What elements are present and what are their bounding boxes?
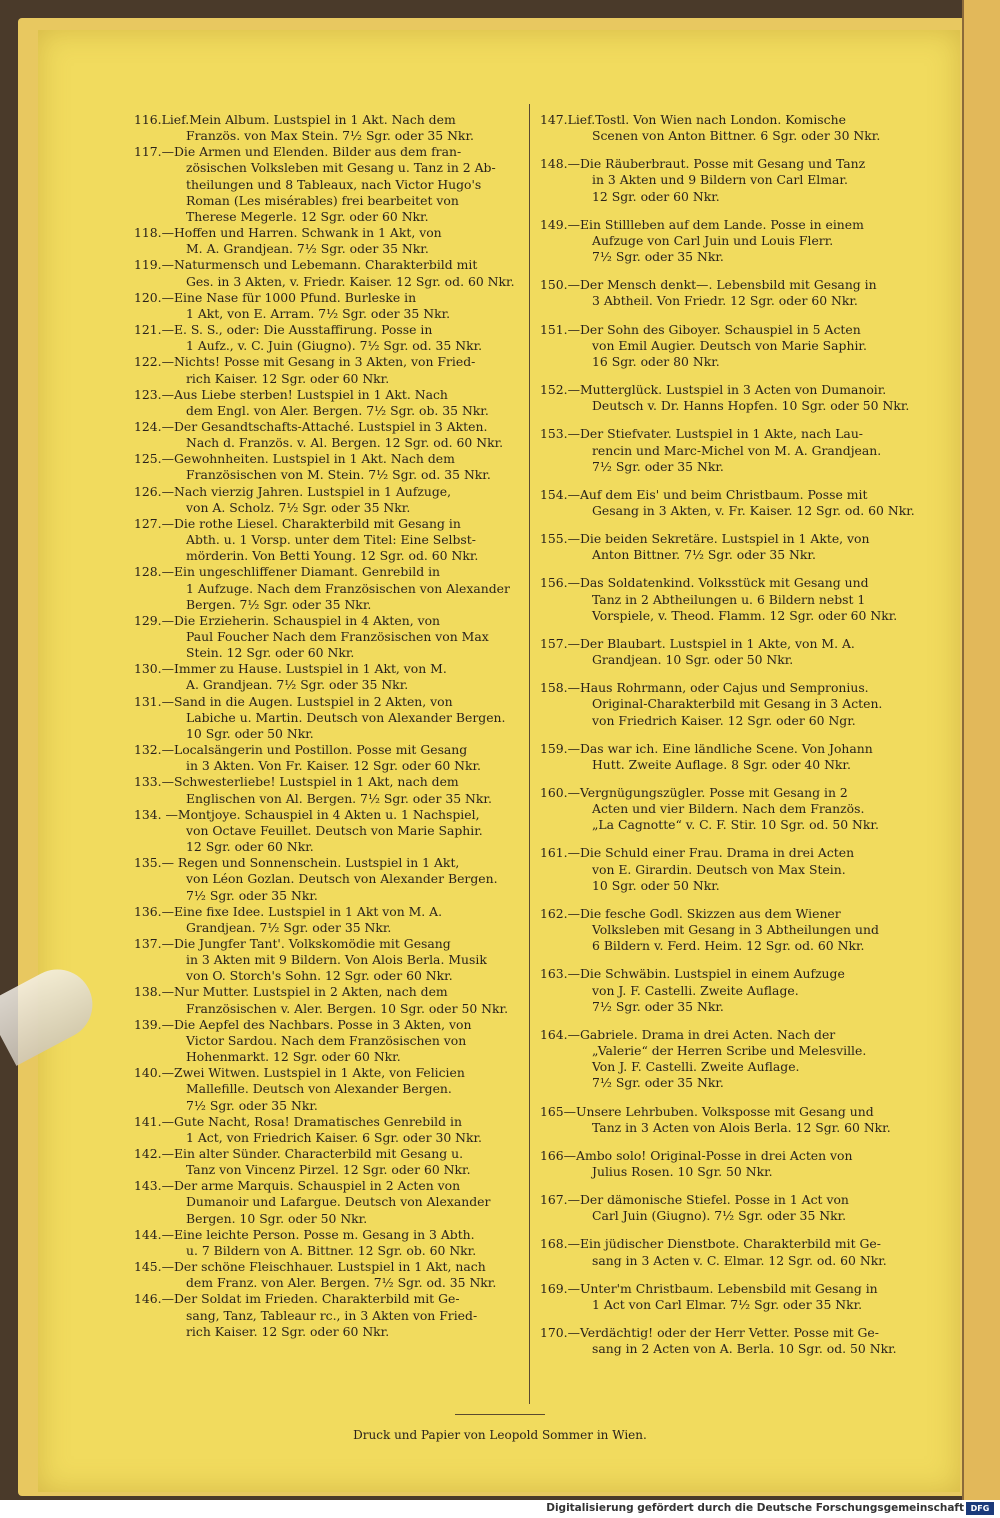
entry-line: Gesang in 3 Akten, v. Fr. Kaiser. 12 Sgr. od. 60 Nkr. [592,502,915,518]
entry-line: Grandjean. 7½ Sgr. oder 35 Nkr. [186,919,392,935]
entry-line: dem Franz. von Aler. Bergen. 7½ Sgr. od. 35 Nkr. [186,1275,497,1291]
entry-line: 1 Aufzuge. Nach dem Französischen von Alexander [186,580,510,596]
entry-line: 7½ Sgr. oder 35 Nkr. [592,998,724,1014]
catalog-entry [540,156,932,204]
catalog-entry [540,382,932,414]
entry-line: 150.—Der Mensch denkt—. Lebensbild mit Gesang in [540,277,877,293]
entry-line: rich Kaiser. 12 Sgr. oder 60 Nkr. [186,370,390,386]
catalog-entry [134,1178,524,1226]
entry-line: theilungen und 8 Tableaux, nach Victor Hugo's [186,176,482,192]
catalog-entry [540,322,932,370]
entry-line: 145.—Der schöne Fleischhauer. Lustspiel in 1 Akt, nach [134,1259,486,1275]
entry-line: Scenen von Anton Bittner. 6 Sgr. oder 30 Nkr. [592,128,881,144]
entry-line: sang in 2 Acten von A. Berla. 10 Sgr. od. 50 Nkr. [592,1341,897,1357]
entry-line: 141.—Gute Nacht, Rosa! Dramatisches Genrebild in [134,1113,462,1129]
entry-line: Victor Sardou. Nach dem Französischen von [186,1032,467,1048]
catalog-entry [134,451,524,483]
entry-line: 155.—Die beiden Sekretäre. Lustspiel in 1 Akte, von [540,531,870,547]
catalog-entry [540,680,932,728]
entry-line: 132.—Localsängerin und Postillon. Posse mit Gesang [134,742,468,758]
entry-line: Grandjean. 10 Sgr. oder 50 Nkr. [592,652,794,668]
entry-line: Englischen von Al. Bergen. 7½ Sgr. oder 35 Nkr. [186,790,492,806]
entry-line: 163.—Die Schwäbin. Lustspiel in einem Aufzuge [540,966,845,982]
entry-line: in 3 Akten. Von Fr. Kaiser. 12 Sgr. oder 60 Nkr. [186,758,481,774]
catalog-entry [134,1017,524,1065]
entry-line: 135.— Regen und Sonnenschein. Lustspiel in 1 Akt, [134,855,460,871]
entry-line: 121.—E. S. S., oder: Die Ausstaffirung. Posse in [134,322,433,338]
entry-line: Ges. in 3 Akten, v. Friedr. Kaiser. 12 Sgr. od. 60 Nkr. [186,273,515,289]
entry-line: sang in 3 Acten v. C. Elmar. 12 Sgr. od. 60 Nkr. [592,1252,887,1268]
entry-line: 7½ Sgr. oder 35 Nkr. [186,887,318,903]
entry-line: 129.—Die Erzieherin. Schauspiel in 4 Akten, von [134,612,441,628]
entry-line: 136.—Eine fixe Idee. Lustspiel in 1 Akt von M. A. [134,903,443,919]
catalog-entry [134,564,524,612]
entry-line: Französischen von M. Stein. 7½ Sgr. od. 35 Nkr. [186,467,491,483]
entry-line: 12 Sgr. oder 60 Nkr. [186,839,314,855]
entry-line: 149.—Ein Stillleben auf dem Lande. Posse in einem [540,216,864,232]
entry-line: 7½ Sgr. oder 35 Nkr. [592,458,724,474]
entry-line: 119.—Naturmensch und Lebemann. Charakterbild mit [134,257,478,273]
entry-line: Nach d. Französ. v. Al. Bergen. 12 Sgr. od. 60 Nkr. [186,435,504,451]
catalog-entry [540,217,932,265]
entry-line: 7½ Sgr. oder 35 Nkr. [592,1075,724,1091]
entry-line: mörderin. Von Betti Young. 12 Sgr. od. 60 Nkr. [186,548,479,564]
catalog-entry [134,807,524,855]
entry-line: 120.—Eine Nase für 1000 Pfund. Burleske in [134,289,417,305]
entry-line: Roman (Les misérables) frei bearbeitet von [186,192,459,208]
entry-line: Stein. 12 Sgr. oder 60 Nkr. [186,645,355,661]
entry-line: 133.—Schwesterliebe! Lustspiel in 1 Akt, nach dem [134,774,459,790]
entry-line: Mallefille. Deutsch von Alexander Bergen. [186,1081,452,1097]
entry-line: von Emil Augier. Deutsch von Marie Saphir. [592,337,867,353]
catalog-entry [540,487,932,519]
entry-line: 143.—Der arme Marquis. Schauspiel in 2 Acten von [134,1178,461,1194]
entry-line: Bergen. 10 Sgr. oder 50 Nkr. [186,1210,368,1226]
entry-line: Anton Bittner. 7½ Sgr. oder 35 Nkr. [592,547,816,563]
entry-line: 134. —Montjoye. Schauspiel in 4 Akten u. 1 Nachspiel, [134,806,480,822]
right-column [540,112,932,1369]
entry-line: 126.—Nach vierzig Jahren. Lustspiel in 1 Aufzuge, [134,483,452,499]
entry-line: Carl Juin (Giugno). 7½ Sgr. oder 35 Nkr. [592,1208,847,1224]
entry-line: Tanz von Vincenz Pirzel. 12 Sgr. oder 60 Nkr. [186,1162,471,1178]
catalog-entry [540,1148,932,1180]
catalog-entry [134,1114,524,1146]
entry-line: sang, Tanz, Tableaur rc., in 3 Akten von Fried- [186,1307,478,1323]
catalog-entry [540,966,932,1014]
entry-line: 6 Bildern v. Ferd. Heim. 12 Sgr. od. 60 Nkr. [592,938,865,954]
entry-line: 7½ Sgr. oder 35 Nkr. [592,249,724,265]
funding-credit: Digitalisierung gefördert durch die Deutsche Forschungsgemeinschaft [546,1502,964,1514]
entry-line: 153.—Der Stiefvater. Lustspiel in 1 Akte, nach Lau- [540,426,863,442]
entry-line: 169.—Unter'm Christbaum. Lebensbild mit Gesang in [540,1280,878,1296]
entry-line: Französ. von Max Stein. 7½ Sgr. oder 35 Nkr. [186,128,474,144]
catalog-entry [134,484,524,516]
entry-line: 168.—Ein jüdischer Dienstbote. Charakterbild mit Ge- [540,1236,881,1252]
catalog-entry [134,322,524,354]
entry-line: von Octave Feuillet. Deutsch von Marie Saphir. [186,822,483,838]
entry-line: 161.—Die Schuld einer Frau. Drama in drei Acten [540,845,855,861]
catalog-entry [134,774,524,806]
catalog-entry [540,906,932,954]
entry-line: von O. Storch's Sohn. 12 Sgr. oder 60 Nkr. [186,968,453,984]
column-divider [529,104,530,1404]
entry-line: Dumanoir und Lafargue. Deutsch von Alexander [186,1194,491,1210]
entry-line: Labiche u. Martin. Deutsch von Alexander Bergen. [186,709,506,725]
catalog-entry [134,290,524,322]
entry-line: Julius Rosen. 10 Sgr. 50 Nkr. [592,1163,773,1179]
entry-line: Hohenmarkt. 12 Sgr. oder 60 Nkr. [186,1049,401,1065]
entry-line: 117.—Die Armen und Elenden. Bilder aus dem fran- [134,144,462,160]
adjacent-page-edge [962,0,1000,1500]
entry-line: Tanz in 3 Acten von Alois Berla. 12 Sgr. 60 Nkr. [592,1119,891,1135]
entry-line: 140.—Zwei Witwen. Lustspiel in 1 Akte, von Felicien [134,1065,465,1081]
catalog-entry [134,855,524,903]
entry-line: 3 Abtheil. Von Friedr. 12 Sgr. oder 60 Nkr. [592,293,858,309]
entry-line: 116.Lief.Mein Album. Lustspiel in 1 Akt. Nach dem [134,112,456,127]
catalog-entry [134,936,524,984]
catalog-entry [540,112,932,144]
entry-line: Bergen. 7½ Sgr. oder 35 Nkr. [186,596,372,612]
catalog-entry [540,1192,932,1224]
catalog-entry [540,426,932,474]
entry-line: 165—Unsere Lehrbuben. Volksposse mit Gesang und [540,1103,874,1119]
catalog-entry [540,1236,932,1268]
entry-line: 10 Sgr. oder 50 Nkr. [186,725,314,741]
entry-line: 152.—Mutterglück. Lustspiel in 3 Acten von Dumanoir. [540,382,887,398]
entry-line: Hutt. Zweite Auflage. 8 Sgr. oder 40 Nkr. [592,756,851,772]
catalog-entry [134,144,524,225]
entry-line: 147.Lief.Tostl. Von Wien nach London. Komische [540,112,846,127]
entry-line: 125.—Gewohnheiten. Lustspiel in 1 Akt. Nach dem [134,451,455,467]
entry-line: 157.—Der Blaubart. Lustspiel in 1 Akte, von M. A. [540,635,855,651]
entry-line: dem Engl. von Aler. Bergen. 7½ Sgr. ob. 35 Nkr. [186,402,489,418]
entry-line: Französischen v. Aler. Bergen. 10 Sgr. oder 50 Nkr. [186,1000,509,1016]
entry-line: von Friedrich Kaiser. 12 Sgr. oder 60 Ngr. [592,712,856,728]
entry-line: rich Kaiser. 12 Sgr. oder 60 Nkr. [186,1323,390,1339]
entry-line: 160.—Vergnügungszügler. Posse mit Gesang in 2 [540,785,848,800]
entry-line: 10 Sgr. oder 50 Nkr. [592,877,720,893]
entry-line: 7½ Sgr. oder 35 Nkr. [186,1097,318,1113]
entry-line: u. 7 Bildern von A. Bittner. 12 Sgr. ob. 60 Nkr. [186,1242,477,1258]
entry-line: 167.—Der dämonische Stiefel. Posse in 1 Act von [540,1192,849,1208]
entry-line: 1 Aufz., v. C. Juin (Giugno). 7½ Sgr. od. 35 Nkr. [186,338,483,354]
catalog-entry [134,984,524,1016]
entry-line: Original-Charakterbild mit Gesang in 3 Acten. [592,696,883,712]
entry-line: 118.—Hoffen und Harren. Schwank in 1 Akt, von [134,225,442,241]
entry-line: 137.—Die Jungfer Tant'. Volkskomödie mit Gesang [134,935,451,951]
entry-line: 131.—Sand in die Augen. Lustspiel in 2 Akten, von [134,693,453,709]
entry-line: 12 Sgr. oder 60 Nkr. [592,188,720,204]
catalog-entry [134,661,524,693]
catalog-entry [540,1281,932,1313]
entry-line: in 3 Akten mit 9 Bildern. Von Alois Berla. Musik [186,952,487,968]
entry-line: 146.—Der Soldat im Frieden. Charakterbild mit Ge- [134,1291,460,1307]
catalog-entry [134,904,524,936]
catalog-entry [134,1065,524,1113]
entry-line: 122.—Nichts! Posse mit Gesang in 3 Akten, von Fried- [134,354,476,370]
entry-line: 159.—Das war ich. Eine ländliche Scene. Von Johann [540,740,873,756]
catalog-entry [540,636,932,668]
catalog-entry [540,575,932,623]
catalog-entry [134,694,524,742]
entry-line: 142.—Ein alter Sünder. Characterbild mit Gesang u. [134,1146,464,1161]
catalog-entry [134,742,524,774]
entry-line: 1 Act von Carl Elmar. 7½ Sgr. oder 35 Nkr. [592,1296,863,1312]
catalog-entry [540,741,932,773]
entry-line: 127.—Die rothe Liesel. Charakterbild mit Gesang in [134,515,461,531]
catalog-entry [134,1146,524,1178]
catalog-entry [134,1227,524,1259]
catalog-entry [134,1291,524,1339]
entry-line: „Valerie“ der Herren Scribe und Melesville. [592,1043,867,1059]
entry-line: 130.—Immer zu Hause. Lustspiel in 1 Akt, von M. [134,661,447,677]
catalog-entry [134,613,524,661]
entry-line: 166—Ambo solo! Original-Posse in drei Acten von [540,1147,853,1163]
entry-line: Abth. u. 1 Vorsp. unter dem Titel: Eine Selbst- [186,532,476,548]
entry-line: 156.—Das Soldatenkind. Volksstück mit Gesang und [540,575,869,591]
entry-line: in 3 Akten und 9 Bildern von Carl Elmar. [592,172,848,188]
entry-line: 124.—Der Gesandtschafts-Attaché. Lustspiel in 3 Akten. [134,418,488,434]
entry-line: 16 Sgr. oder 80 Nkr. [592,353,720,369]
entry-line: 164.—Gabriele. Drama in drei Acten. Nach der [540,1026,836,1042]
catalog-entry [134,225,524,257]
catalog-entry [134,1259,524,1291]
entry-line: 1 Act, von Friedrich Kaiser. 6 Sgr. oder 30 Nkr. [186,1129,482,1145]
catalog-entry [540,845,932,893]
catalog-entry [134,112,524,144]
entry-line: von J. F. Castelli. Zweite Auflage. [592,982,799,998]
entry-line: zösischen Volksleben mit Gesang u. Tanz in 2 Ab- [186,160,496,176]
entry-line: 123.—Aus Liebe sterben! Lustspiel in 1 Akt. Nach [134,386,448,402]
left-column [134,112,524,1340]
catalog-entry [134,354,524,386]
entry-line: 151.—Der Sohn des Giboyer. Schauspiel in 5 Acten [540,321,861,337]
footer-rule [455,1414,545,1415]
entry-line: von Léon Gozlan. Deutsch von Alexander Bergen. [186,871,498,887]
entry-line: 162.—Die fesche Godl. Skizzen aus dem Wiener [540,905,841,921]
entry-line: 158.—Haus Rohrmann, oder Cajus und Sempronius. [540,680,869,696]
entry-line: 148.—Die Räuberbraut. Posse mit Gesang und Tanz [540,156,866,172]
catalog-entry [134,387,524,419]
entry-line: 138.—Nur Mutter. Lustspiel in 2 Akten, nach dem [134,984,448,1000]
entry-line: Acten und vier Bildern. Nach dem Französ. [592,801,865,817]
entry-line: „La Cagnotte“ v. C. F. Stir. 10 Sgr. od. 50 Nkr. [592,817,879,833]
catalog-entry [134,516,524,564]
entry-line: Vorspiele, v. Theod. Flamm. 12 Sgr. oder 60 Nkr. [592,607,898,623]
entry-line: Von J. F. Castelli. Zweite Auflage. [592,1059,800,1075]
catalog-entry [540,1325,932,1357]
entry-line: 139.—Die Aepfel des Nachbars. Posse in 3 Akten, von [134,1016,472,1032]
catalog-entry [540,531,932,563]
entry-line: von A. Scholz. 7½ Sgr. oder 35 Nkr. [186,499,411,515]
entry-line: 1 Akt, von E. Arram. 7½ Sgr. oder 35 Nkr. [186,305,451,321]
entry-line: A. Grandjean. 7½ Sgr. oder 35 Nkr. [186,677,409,693]
entry-line: Aufzuge von Carl Juin und Louis Flerr. [592,232,834,248]
entry-line: 128.—Ein ungeschliffener Diamant. Genrebild in [134,564,441,580]
catalog-entry [540,1104,932,1136]
catalog-entry [134,419,524,451]
entry-line: Deutsch v. Dr. Hanns Hopfen. 10 Sgr. oder 50 Nkr. [592,398,910,414]
catalog-entry [540,277,932,309]
catalog-entry [540,785,932,833]
entry-line: Tanz in 2 Abtheilungen u. 6 Bildern nebst 1 [592,591,866,607]
entry-line: rencin und Marc-Michel von M. A. Grandjean. [592,442,882,458]
printer-imprint: Druck und Papier von Leopold Sommer in Wien. [353,1428,647,1442]
dfg-logo: DFG [966,1502,994,1515]
entry-line: Paul Foucher Nach dem Französischen von Max [186,629,489,644]
catalog-entry [540,1027,932,1092]
entry-line: Therese Megerle. 12 Sgr. oder 60 Nkr. [186,208,429,224]
entry-line: 144.—Eine leichte Person. Posse m. Gesang in 3 Abth. [134,1226,475,1242]
entry-line: von E. Girardin. Deutsch von Max Stein. [592,861,846,877]
entry-line: 154.—Auf dem Eis' und beim Christbaum. Posse mit [540,486,868,502]
entry-line: Volksleben mit Gesang in 3 Abtheilungen und [592,922,879,938]
entry-line: 170.—Verdächtig! oder der Herr Vetter. Posse mit Ge- [540,1325,879,1341]
entry-line: M. A. Grandjean. 7½ Sgr. oder 35 Nkr. [186,241,429,257]
catalog-entry [134,257,524,289]
